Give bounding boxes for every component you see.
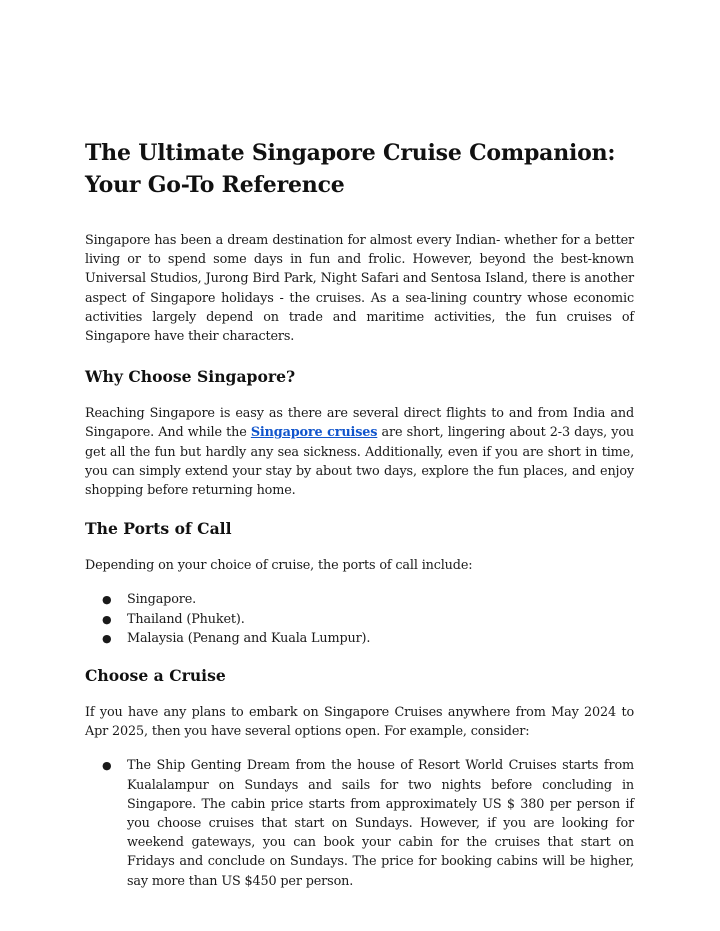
section-heading-why: Why Choose Singapore? [85,367,296,387]
cruise-options-list [85,756,634,890]
section-heading-ports: The Ports of Call [85,519,232,539]
ports-intro: Depending on your choice of cruise, the ports of call include: [85,558,473,574]
list-item [85,610,634,629]
bullet-icon: ● [102,631,112,645]
section-heading-choose: Choose a Cruise [85,666,226,686]
intro-paragraph: Singapore has been a dream destination for almost every Indian- whether for a better living or to spend some days in fun and frolic. However, beyond the best-known Universal Studios, Jurong Bird Park, Night Safari and Sentosa Island, there is another aspect of Singapore holidays - the cruises. As a sea-lining country whose economic activities largely depend on trade and maritime activities, the fun cruises of Singapore have their characters. [85,233,634,345]
list-item [85,590,634,609]
list-item-text: Malaysia (Penang and Kuala Lumpur). [127,630,371,646]
choose-intro: If you have any plans to embark on Singapore Cruises anywhere from May 2024 to Apr 2025, then you have several options open. For example, consider: [85,705,634,740]
ports-list [85,590,634,648]
why-text-before: Reaching Singapore is easy as there are several direct flights to and from India and Singapore. And while the [85,406,634,441]
why-text-after: are short, lingering about 2-3 days, you get all the fun but hardly any sea sickness. Additionally, even if you are short in time, you can simply extend your stay by about two days, explore the fun places, and enjoy shopping before returning home. [85,425,635,499]
bullet-icon: ● [102,593,112,607]
list-item [85,629,634,648]
document-body [85,137,634,891]
list-item [85,756,634,890]
bullet-icon: ● [102,612,112,626]
why-paragraph [85,404,634,500]
bullet-icon: ● [102,759,112,773]
list-item-text: Singapore. [127,592,197,608]
singapore-cruises-link[interactable]: Singapore cruises [250,425,378,441]
list-item-text: The Ship Genting Dream from the house of Resort World Cruises starts from Kualalampur on Sundays and sails for two nights before concluding in Singapore. The cabin price starts from approximately US $ 380 per person if you choose cruises that start on Sundays. However, if you are looking for weekend gateways, you can book your cabin for the cruises that start on Fridays and conclude on Sundays. The price for booking cabins will be higher, say more than US $450 per person. [127,758,634,889]
list-item-text: Thailand (Phuket). [127,611,245,627]
page-title: The Ultimate Singapore Cruise Companion: Your Go-To Reference [85,140,616,198]
